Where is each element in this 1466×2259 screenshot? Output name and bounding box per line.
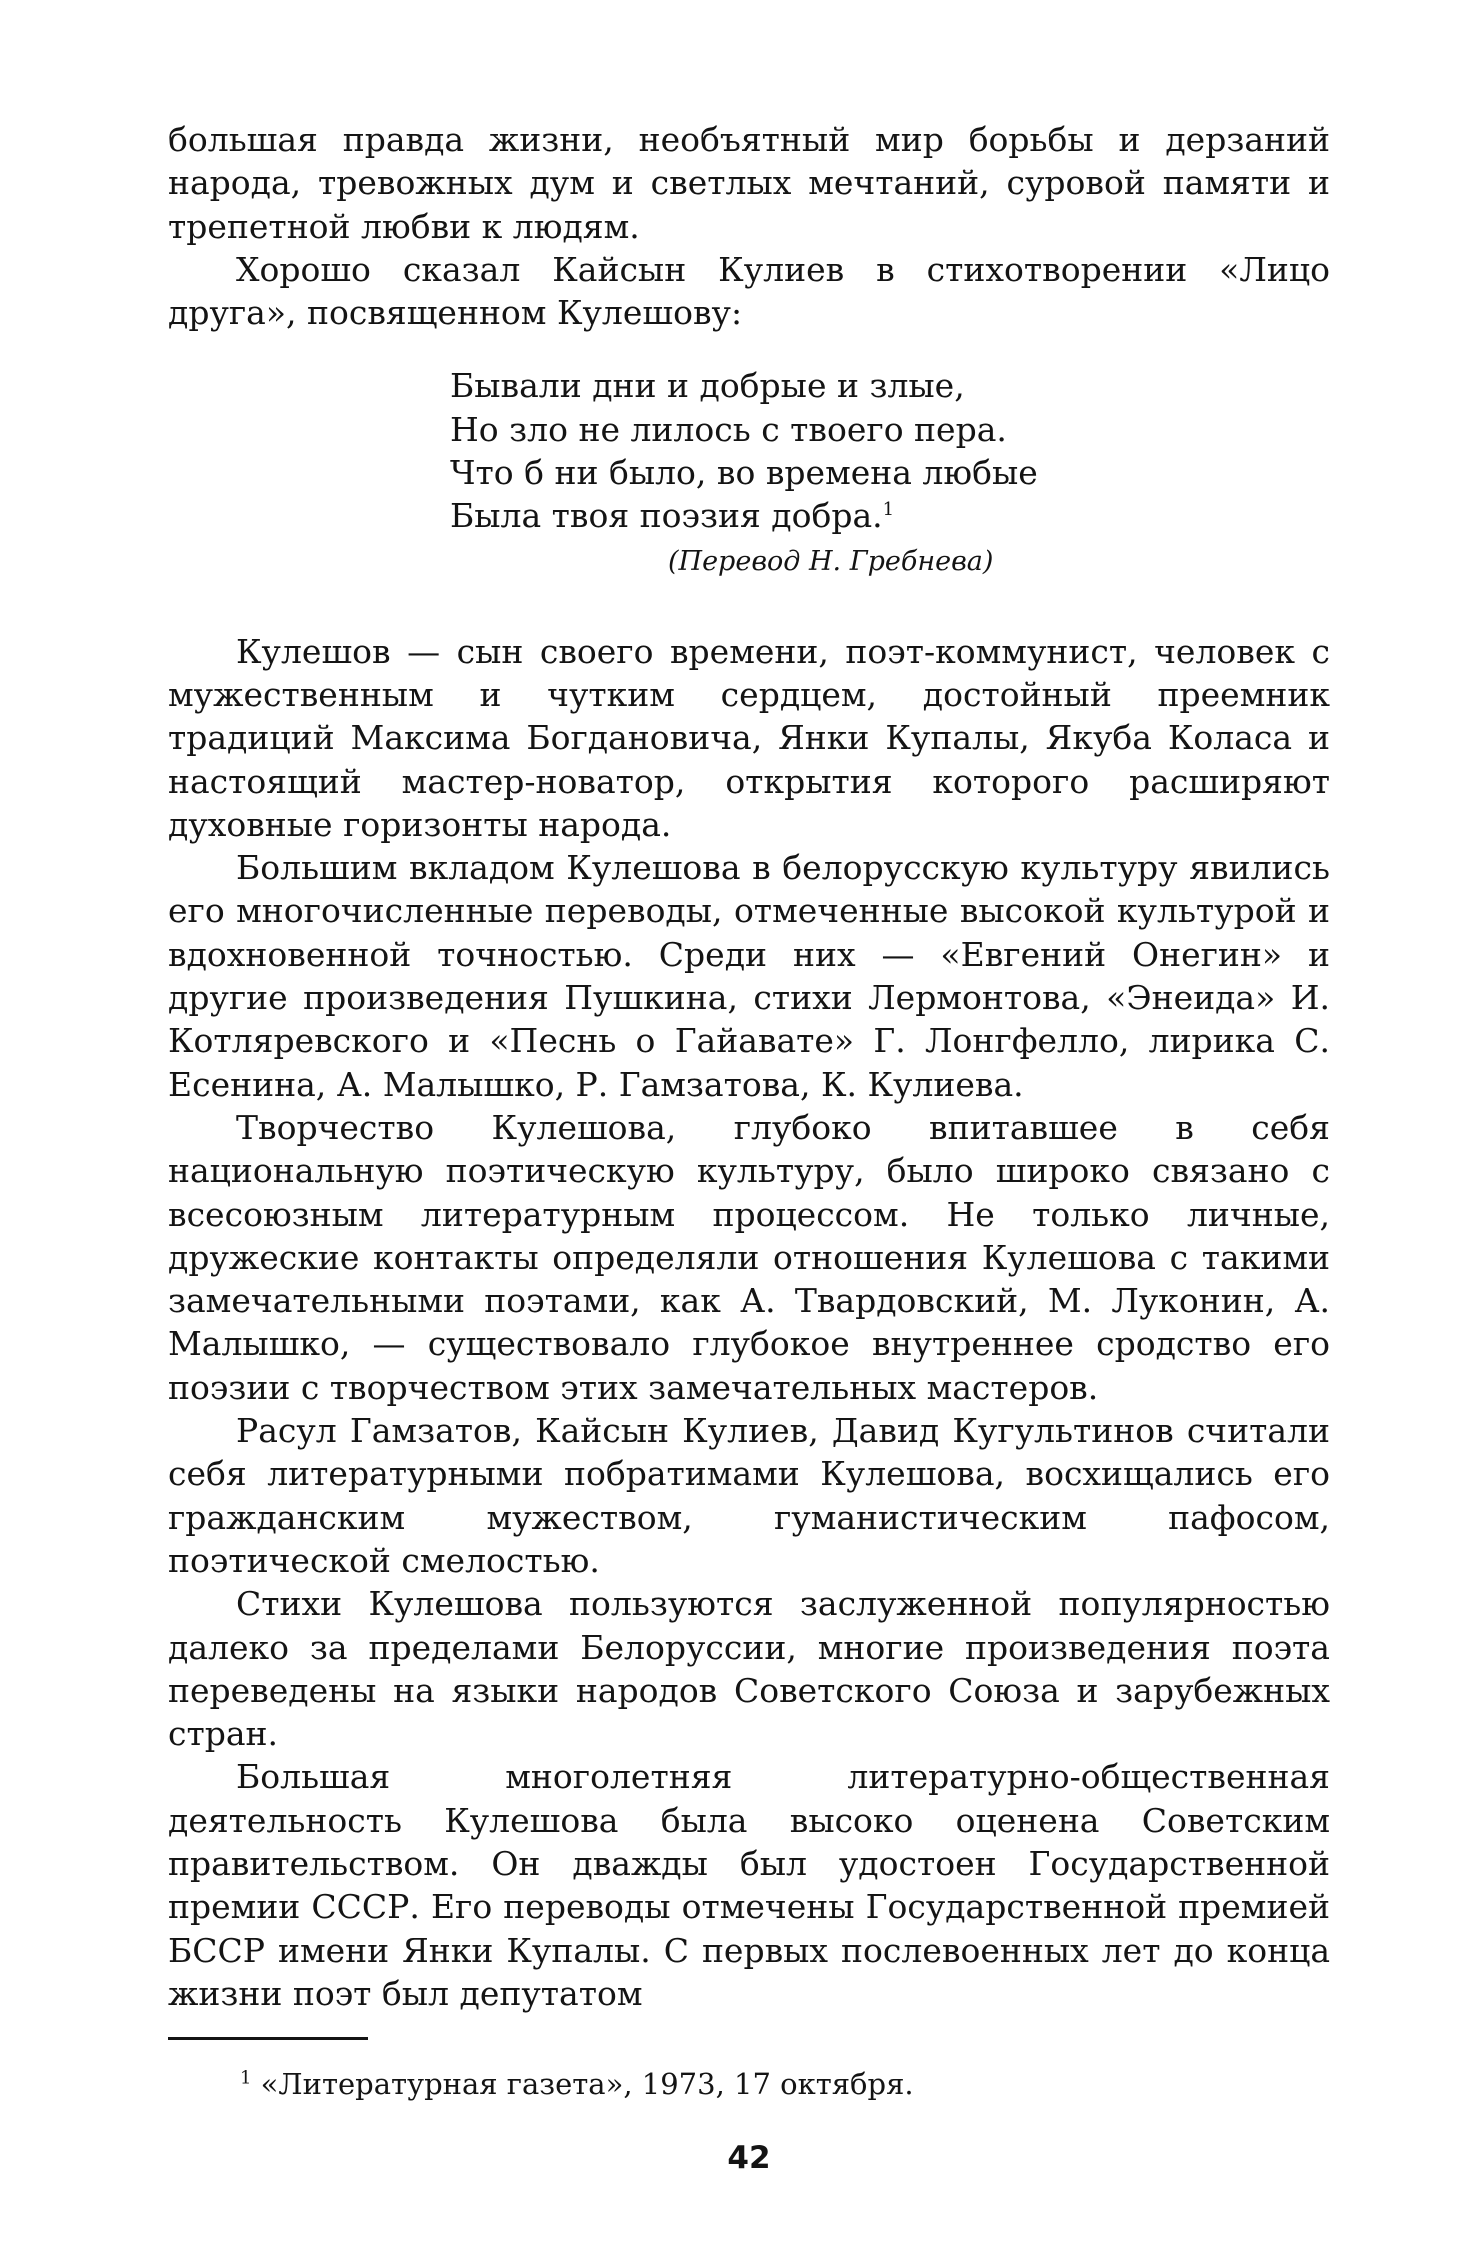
paragraph-body: Стихи Кулешова пользуются заслуженной популярностью далеко за пределами Белоруссии, многие произведения поэта переведены на языки народов Советского Союза и зарубежных стран. — [168, 1584, 1330, 1754]
footnote — [240, 2064, 1330, 2104]
paragraph-continued: большая правда жизни, необъятный мир борьбы и дерзаний народа, тревожных дум и светлых мечтаний, суровой памяти и трепетной любви к людям. — [168, 120, 1330, 246]
footnote-mark: 1 — [240, 2067, 252, 2089]
footnote-reference: 1 — [882, 499, 895, 521]
footnote-text: «Литературная газета», 1973, 17 октября. — [260, 2067, 914, 2102]
paragraph-body: Кулешов — сын своего времени, поэт-коммунист, человек с мужественным и чутким сердцем, достойный преемник традиций Максима Богдановича, Янки Купалы, Якуба Коласа и настоящий мастер-новатор, открытия которого расширяют духовные горизонты народа. — [168, 631, 1330, 844]
poem-line: Что б ни было, во времена любые — [450, 453, 1038, 493]
poem-quote — [450, 364, 1330, 537]
footnote-divider — [168, 2037, 368, 2040]
translator-credit: (Перевод Н. Гребнева) — [668, 545, 994, 577]
paragraph-body: Творчество Кулешова, глубоко впитавшее в себя национальную поэтическую культуру, было широко связано с всесоюзным литературным процессом. Не только личные, дружеские контакты определяли отношения Кулешова с такими замечательными поэтами, как А. Твардовский, М. Луконин, А. Малышко, — существовало глубокое внутреннее сродство его поэзии с творчеством этих замечательных мастеров. — [168, 1107, 1330, 1407]
paragraph-body: Расул Гамзатов, Кайсын Кулиев, Давид Кугультинов считали себя литературными побратимами Кулешова, восхищались его гражданским мужеством, гуманистическим пафосом, поэтической смелостью. — [168, 1411, 1330, 1580]
poem-line: Но зло не лилось с твоего пера. — [450, 409, 1007, 449]
poem-line-text: Была твоя поэзия добра. — [450, 496, 883, 536]
poem-line: Бывали дни и добрые и злые, — [450, 366, 965, 406]
paragraph-body: Большим вкладом Кулешова в белорусскую культуру явились его многочисленные переводы, отмеченные высокой культурой и вдохновенной точностью. Среди них — «Евгений Онегин» и другие произведения Пушкина, стихи Лермонтова, «Энеида» И. Котляревского и «Песнь о Гайавате» Г. Лонгфелло, лирика С. Есенина, А. Малышко, Р. Гамзатова, К. Кулиева. — [168, 848, 1330, 1104]
page-content — [168, 118, 1330, 2176]
page-number: 42 — [727, 2140, 771, 2177]
paragraph-body: Большая многолетняя литературно-общественная деятельность Кулешова была высоко оценена Советским правительством. Он дважды был удостоен Государственной премии СССР. Его переводы отмечены Государственной премией БССР имени Янки Купалы. С первых послевоенных лет до конца жизни поэт был депутатом — [168, 1757, 1330, 2013]
paragraph-kuliev-quote-intro: Хорошо сказал Кайсын Кулиев в стихотворении «Лицо друга», посвященном Кулешову: — [168, 249, 1330, 333]
poem-line-last — [450, 494, 1330, 537]
